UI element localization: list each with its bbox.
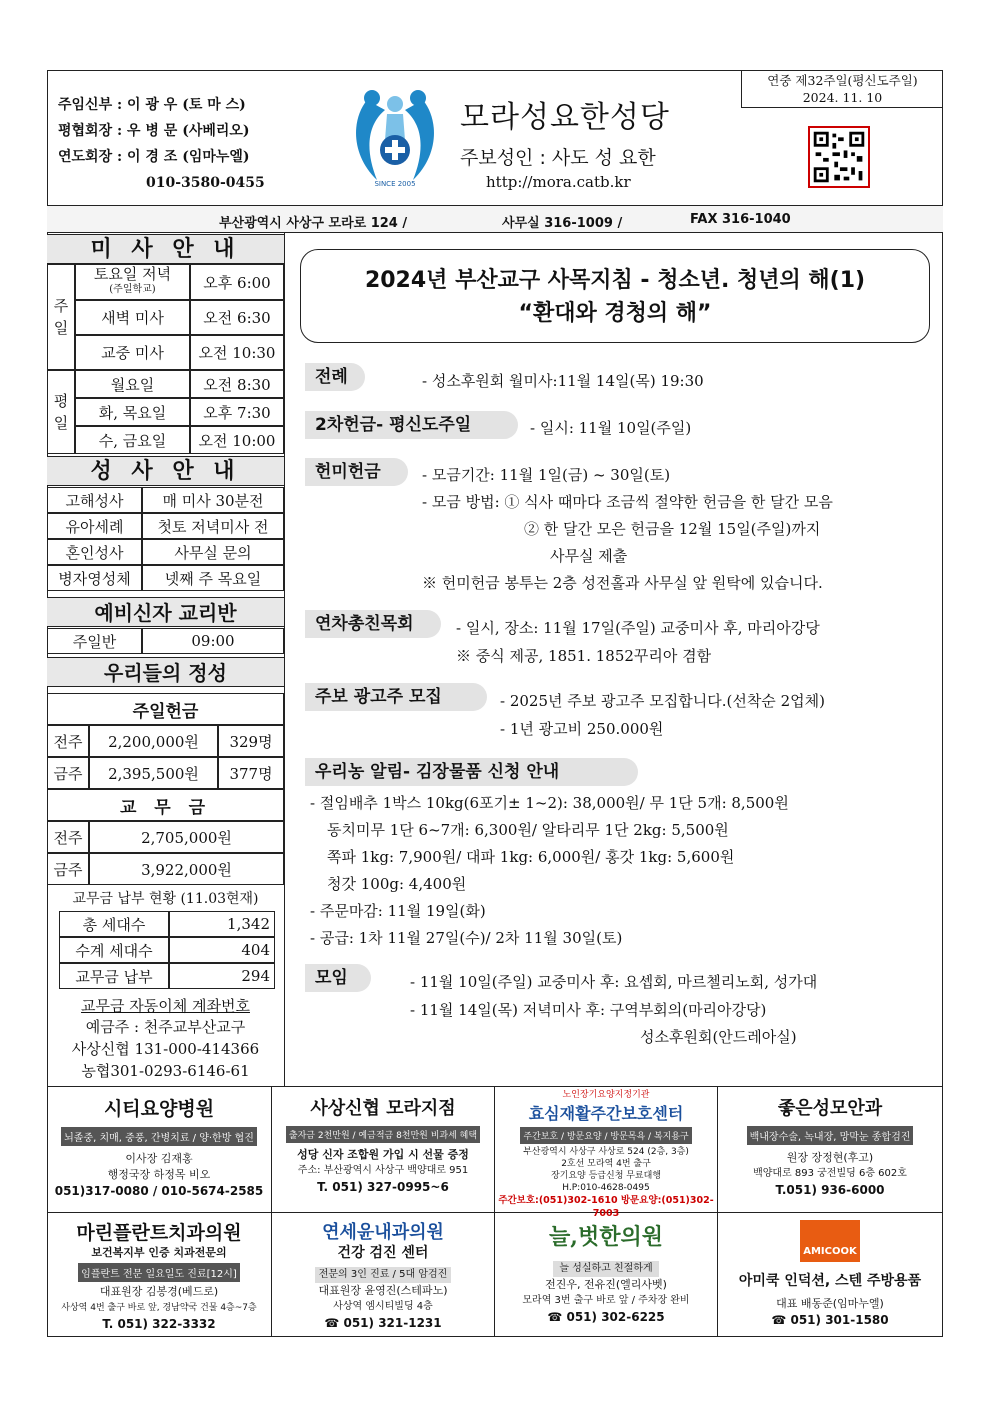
- mass-sunday-label: 주일: [53, 297, 69, 337]
- ad-internal-clinic[interactable]: 연세윤내과의원 건강 검진 센터 전문의 3인 진료 / 5대 암검진 대표원장 윤영진(스테파노) 사상역 엠시티빌딩 4층 ☎ 051) 321-1231: [272, 1218, 494, 1331]
- auto-transfer-title: 교무금 자동이체 계좌번호: [81, 997, 250, 1015]
- dues-amount: 3,922,000원: [89, 853, 284, 885]
- parish-url[interactable]: http://mora.catb.kr: [486, 173, 631, 191]
- dues-label: 전주: [47, 821, 89, 853]
- mass-row-time: 오전 10:00: [190, 426, 284, 454]
- rice-line: 사무실 제출: [550, 547, 628, 565]
- mass-row-name: 토요일 저녁 (주일학교): [75, 264, 190, 300]
- ad-oriental-clinic[interactable]: 늘,벗한의원 늘 성실하고 친절하게 전진우, 전유진(엘리사벳) 모라역 3번 출구 바로 앞 / 주차장 완비 ☎ 051) 302-6225: [522, 1224, 690, 1324]
- sacrament-name: 유아세례: [47, 513, 142, 539]
- dues-status-label: 교무금 납부: [59, 963, 169, 989]
- second-collection-label: 2차헌금- 평신도주일: [305, 411, 518, 439]
- guideline-subtitle: “환대와 경청의 해”: [518, 301, 712, 326]
- mass-row-name: 월요일: [75, 370, 190, 398]
- mass-row-time: 오전 8:30: [190, 370, 284, 398]
- contact-phone: 010-3580-0455: [146, 175, 265, 191]
- depositor: 예금주 : 천주교부산교구: [85, 1018, 246, 1036]
- account-nonghyup: 농협301-0293-6146-61: [81, 1062, 250, 1080]
- catechumen-heading: 예비신자 교리반: [47, 597, 284, 627]
- dues-label: 금주: [47, 853, 89, 885]
- kimchi-line: - 절임배추 1박스 10kg(6포기± 1~2): 38,000원/ 무 1단 5개: 8,500원: [310, 794, 789, 812]
- rice-line: - 모금기간: 11월 1일(금) ~ 30일(토): [422, 466, 671, 484]
- leaders-block: [58, 92, 265, 196]
- offering-heading: 우리들의 정성: [47, 657, 284, 687]
- sacrament-heading: 성 사 안 내: [47, 456, 284, 486]
- ad-recruit-label: 주보 광고주 모집: [305, 683, 487, 711]
- rice-line: ② 한 달간 모은 헌금을 12월 15일(주일)까지: [524, 520, 821, 538]
- mass-sunday-label-cell: [47, 264, 75, 370]
- dues-amount: 2,705,000원: [89, 821, 284, 853]
- pastor-line: 주임신부 : 이 광 우 (토 마 스): [58, 97, 246, 113]
- sacrament-name: 혼인성사: [47, 539, 142, 565]
- mass-row-name: 새벽 미사: [75, 300, 190, 335]
- dues-status-title: 교무금 납부 현황 (11.03현재): [72, 891, 259, 907]
- offering-amount: 2,395,500원: [89, 757, 218, 789]
- mass-heading: 미 사 안 내: [47, 234, 284, 264]
- office-phone: 사무실 316-1009 /: [502, 216, 623, 231]
- mass-row-name: 교중 미사: [75, 335, 190, 370]
- guideline-title: 2024년 부산교구 사목지침 - 청소년. 청년의 해(1): [364, 268, 866, 293]
- ads-divider: [47, 1086, 943, 1087]
- ad-recruit-line: - 1년 광고비 250.000원: [500, 720, 664, 738]
- rice-offering-label: 헌미헌금: [305, 458, 408, 486]
- account-shinhyup: 사상신협 131-000-414366: [71, 1040, 260, 1058]
- dues-status-label: 수계 세대수: [59, 937, 169, 963]
- kimchi-line: 쪽파 1kg: 7,900원/ 대파 1kg: 6,000원/ 홍갓 1kg: 5,600원: [327, 848, 735, 866]
- legion-head-line: 연도회장 : 이 경 조 (임마누엘): [58, 149, 250, 165]
- sacrament-value: 넷째 주 목요일: [142, 565, 284, 591]
- meeting-label: 모임: [305, 964, 371, 992]
- kimchi-line: - 공급: 1차 11월 27일(수)/ 2차 11월 30일(토): [310, 929, 623, 947]
- sacrament-value: 사무실 문의: [142, 539, 284, 565]
- gathering-label: 연차총친목회: [305, 610, 441, 638]
- sacrament-name: 고해성사: [47, 487, 142, 513]
- dues-status-value: 404: [169, 937, 275, 963]
- kimchi-notice-label: 우리농 알림- 김장물품 신청 안내: [305, 758, 638, 786]
- ad-hyosim-center[interactable]: 노인장기요양지정기관 효심재활주간보호센터 주간보호 / 방문요양 / 방문목욕 / 복지용구 부산광역시 사상구 사상로 524 (2층, 3층) 2호선 모라역 4번 출구 장기요양 등급신청 무료대행 H.P:010-4628-0495 주간보호:(051)302-1610 방문요양:(051)302-7003: [498, 1090, 714, 1219]
- offering-amount: 2,200,000원: [89, 725, 218, 757]
- kimchi-line: 청갓 100g: 4,400원: [327, 875, 467, 893]
- ad-recruit-line: - 2025년 주보 광고주 모집합니다.(선착순 2업체): [500, 692, 825, 710]
- ad-amicook[interactable]: AMICOOK 아미쿡 인덕션, 스텐 주방용품 대표 배동준(임마누엘) ☎ 051) 301-1580: [718, 1220, 942, 1328]
- parish-logo-icon: [345, 80, 445, 192]
- mass-row-time: 오후 7:30: [190, 398, 284, 426]
- council-head-line: 평협회장 : 우 병 문 (사베리오): [58, 123, 250, 139]
- patron-saint: 주보성인 : 사도 성 요한: [460, 147, 656, 169]
- meeting-line: - 11월 10일(주일) 교중미사 후: 요셉회, 마르첼리노회, 성가대: [410, 973, 818, 991]
- pastoral-guideline-box: [300, 249, 930, 343]
- ad-city-hospital[interactable]: 시티요양병원 뇌졸중, 치매, 중풍, 간병치료 / 양·한방 협진 이사장 김재홍 행정국장 하정목 비오 051)317-0080 / 010-5674-2585: [54, 1098, 264, 1198]
- mass-row-name: 수, 금요일: [75, 426, 190, 454]
- dues-status-value: 1,342: [169, 911, 275, 937]
- offering-label: 전주: [47, 725, 89, 757]
- sacrament-value: 첫토 저녁미사 전: [142, 513, 284, 539]
- mass-row-name: 화, 목요일: [75, 398, 190, 426]
- offering-count: 329명: [218, 725, 284, 757]
- gathering-line: ※ 중식 제공, 1851. 1852꾸리아 겸함: [456, 647, 712, 665]
- kimchi-line: - 주문마감: 11월 19일(화): [310, 902, 486, 920]
- address-bar: [47, 205, 943, 233]
- dues-status-label: 총 세대수: [59, 911, 169, 937]
- dues-status-value: 294: [169, 963, 275, 989]
- second-collection-line: - 일시: 11월 10일(주일): [530, 419, 692, 437]
- ad-dental-clinic[interactable]: 마린플란트치과의원 보건복지부 인증 치과전문의 임플란트 전문 일요일도 진료[12시] 대표원장 김봉경(베드로) 사상역 4번 출구 바로 앞, 경남약국 건물 4층~7층 T. 051) 322-3332: [61, 1222, 257, 1331]
- liturgy-label: 전례: [305, 363, 365, 391]
- liturgy-line: - 성소후원회 월미사:11월 14일(목) 19:30: [422, 372, 704, 390]
- offering-count: 377명: [218, 757, 284, 789]
- catechumen-time: 09:00: [142, 628, 284, 654]
- rice-line: - 모금 방법: ① 식사 때마다 조금씩 절약한 헌금을 한 달간 모음: [422, 493, 833, 511]
- ad-eye-clinic[interactable]: 좋은성모안과 백내장수술, 녹내장, 망막눈 종합검진 원장 장정현(후고) 백양대로 893 궁전빌딩 6층 602호 T.051) 936-6000: [718, 1094, 942, 1198]
- issue-sunday: 연중 제32주일(평신도주일): [767, 73, 918, 88]
- dues-heading: 교 무 금: [47, 789, 284, 821]
- mass-weekday-label: 평일: [53, 392, 69, 432]
- fax-number: FAX 316-1040: [690, 212, 791, 227]
- issue-date: 2024. 11. 10: [802, 90, 883, 105]
- qr-code-icon[interactable]: [808, 126, 870, 188]
- sacrament-name: 병자영성체: [47, 565, 142, 591]
- mass-row-time: 오전 6:30: [190, 300, 284, 335]
- amicook-logo-icon: AMICOOK: [800, 1220, 860, 1262]
- mass-weekday-label-cell: [47, 370, 75, 454]
- ad-sasang-credit[interactable]: 사상신협 모라지점 출자금 2천만원 / 예금적금 8천만원 비과세 혜택 성당 신자 조합원 가입 시 선물 증정 주소: 부산광역시 사상구 백양대로 951 T. 051) 327-0995~6: [272, 1094, 494, 1195]
- meeting-line: - 11월 14일(목) 저녁미사 후: 구역부회의(마리아강당): [410, 1001, 767, 1019]
- sunday-offering-heading: 주일헌금: [47, 693, 284, 725]
- issue-box: [741, 70, 943, 108]
- sacrament-value: 매 미사 30분전: [142, 487, 284, 513]
- kimchi-line: 동치미무 1단 6~7개: 6,300원/ 알타리무 1단 2kg: 5,500원: [327, 821, 729, 839]
- catechumen-label: 주일반: [47, 628, 142, 654]
- mass-row-time: 오후 6:00: [190, 264, 284, 300]
- gathering-line: - 일시, 장소: 11월 17일(주일) 교중미사 후, 마리아강당: [456, 619, 820, 637]
- offering-label: 금주: [47, 757, 89, 789]
- logo-since: SINCE 2005: [374, 180, 416, 188]
- meeting-line: 성소후원회(안드레아실): [640, 1028, 797, 1046]
- rice-line: ※ 헌미헌금 봉투는 2층 성전홀과 사무실 앞 원탁에 있습니다.: [422, 574, 823, 592]
- left-column: [47, 233, 285, 1086]
- parish-name: 모라성요한성당: [460, 100, 670, 135]
- address-text: 부산광역시 사상구 모라로 124 /: [219, 216, 408, 231]
- mass-row-time: 오전 10:30: [190, 335, 284, 370]
